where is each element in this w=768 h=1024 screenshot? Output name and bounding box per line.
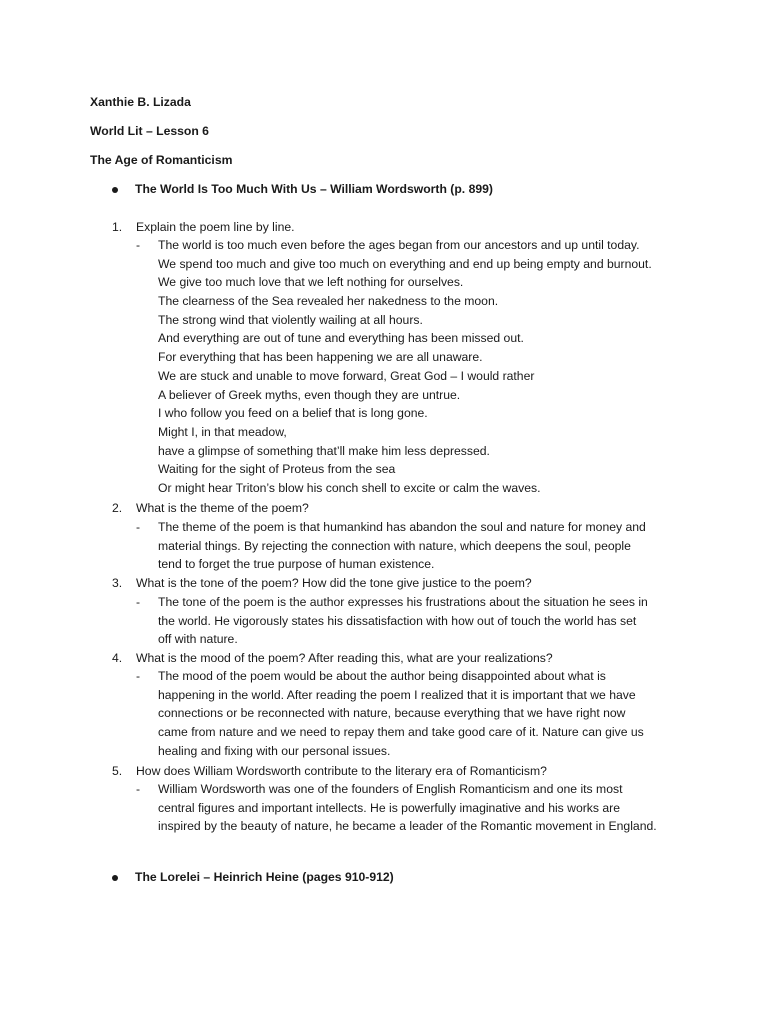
answer-line: The theme of the poem is that humankind has abandon the soul and nature for money and bbox=[158, 520, 646, 534]
section-title: The World Is Too Much With Us – William Wordsworth (p. 899) bbox=[135, 182, 493, 196]
answer-line: For everything that has been happening we are all unaware. bbox=[158, 350, 483, 365]
answer-line: inspired by the beauty of nature, he became a leader of the Romantic movement in England. bbox=[158, 819, 657, 834]
dash-marker: - bbox=[136, 782, 141, 796]
answer-line: Waiting for the sight of Proteus from the sea bbox=[158, 462, 396, 477]
answer-line: happening in the world. After reading the poem I realized that it is important that we have bbox=[158, 687, 636, 702]
course-title: World Lit – Lesson 6 bbox=[90, 124, 209, 138]
question-1 bbox=[112, 218, 295, 236]
answer-line: A believer of Greek myths, even though they are untrue. bbox=[158, 387, 461, 402]
answer-line: We give too much love that we left nothing for ourselves. bbox=[158, 275, 464, 290]
dash-marker: - bbox=[136, 669, 141, 683]
question-number: 5. bbox=[112, 764, 123, 778]
dash-marker: - bbox=[136, 238, 141, 252]
dash-marker: - bbox=[136, 520, 141, 534]
question-number: 1. bbox=[112, 220, 123, 234]
answer-line: I who follow you feed on a belief that is long gone. bbox=[158, 406, 428, 421]
bullet-icon bbox=[112, 187, 118, 193]
answer-line: healing and fixing with our personal issues. bbox=[158, 743, 391, 758]
question-number: 2. bbox=[112, 501, 123, 515]
answer-line: William Wordsworth was one of the founders of English Romanticism and one its most bbox=[158, 782, 623, 796]
answer-line: Might I, in that meadow, bbox=[158, 424, 287, 439]
question-text: Explain the poem line by line. bbox=[136, 220, 295, 234]
topic-title: The Age of Romanticism bbox=[90, 153, 233, 167]
question-3 bbox=[112, 574, 532, 592]
question-2 bbox=[112, 499, 309, 517]
section-heading-heine bbox=[112, 868, 394, 886]
answer-line: The clearness of the Sea revealed her nakedness to the moon. bbox=[158, 294, 499, 309]
author-name: Xanthie B. Lizada bbox=[90, 95, 191, 109]
question-text: What is the tone of the poem? How did the tone give justice to the poem? bbox=[136, 576, 532, 590]
question-4 bbox=[112, 649, 553, 667]
answer-line: The world is too much even before the ages began from our ancestors and up until today. bbox=[158, 238, 640, 252]
answer-line: Or might hear Triton’s blow his conch shell to excite or calm the waves. bbox=[158, 480, 541, 495]
question-text: How does William Wordsworth contribute to the literary era of Romanticism? bbox=[136, 764, 547, 778]
answer-line: connections or be reconnected with nature, because everything that we have right now bbox=[158, 706, 626, 721]
answer-line: the world. He vigorously states his dissatisfaction with how out of touch the world has set bbox=[158, 613, 637, 628]
answer-line: off with nature. bbox=[158, 632, 238, 647]
question-number: 3. bbox=[112, 576, 123, 590]
bullet-icon bbox=[112, 875, 118, 881]
answer-line: We are stuck and unable to move forward, Great God – I would rather bbox=[158, 368, 535, 383]
question-text: What is the theme of the poem? bbox=[136, 501, 309, 515]
answer-line: came from nature and we need to repay them and take good care of it. Nature can give us bbox=[158, 725, 644, 740]
question-number: 4. bbox=[112, 651, 123, 665]
answer-line: tend to forget the true purpose of human existence. bbox=[158, 557, 435, 572]
answer-line: The mood of the poem would be about the author being disappointed about what is bbox=[158, 669, 606, 683]
section-heading-wordsworth bbox=[112, 180, 493, 198]
question-5 bbox=[112, 762, 547, 780]
answer-line: The tone of the poem is the author expresses his frustrations about the situation he sees in bbox=[158, 595, 648, 609]
question-text: What is the mood of the poem? After reading this, what are your realizations? bbox=[136, 651, 553, 665]
answer-line: central figures and important intellects. He is powerfully imaginative and his works are bbox=[158, 800, 620, 815]
dash-marker: - bbox=[136, 595, 141, 609]
answer-line: We spend too much and give too much on everything and end up being empty and burnout. bbox=[158, 256, 652, 271]
answer-line: And everything are out of tune and everything has been missed out. bbox=[158, 331, 524, 346]
answer-line: material things. By rejecting the connection with nature, which deepens the soul, people bbox=[158, 538, 631, 553]
section-title: The Lorelei – Heinrich Heine (pages 910-912) bbox=[135, 870, 394, 884]
answer-line: The strong wind that violently wailing at all hours. bbox=[158, 312, 423, 327]
answer-line: have a glimpse of something that’ll make him less depressed. bbox=[158, 443, 490, 458]
